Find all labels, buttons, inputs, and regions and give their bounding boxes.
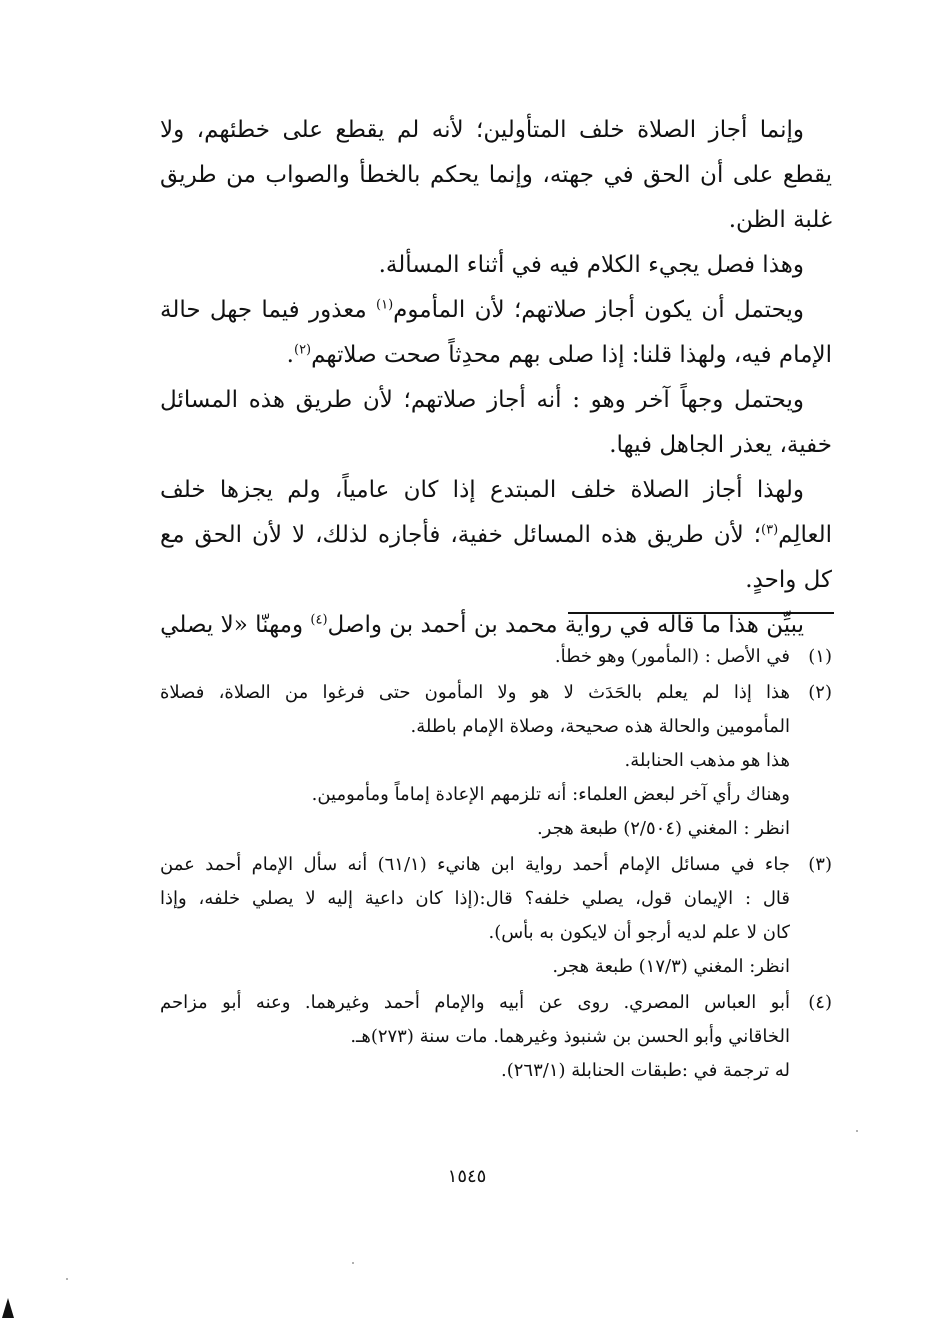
scan-corner-mark: [2, 1298, 14, 1318]
paragraph-text: ويحتمل وجهاً آخر وهو : أنه أجاز صلاتهم؛ لأن طريق هذه المسائل خفية، يعذر الجاهل فيها.: [160, 387, 832, 458]
paragraph-text: ويحتمل أن يكون أجاز صلاتهم؛ لأن المأموم: [393, 297, 804, 323]
footnote-number: (١): [808, 646, 832, 667]
footnote-line: أبو العباس المصري. روى عن أبيه والإمام أحمد وغيرهما. وعنه أبو مزاحم: [160, 992, 790, 1013]
footnote-line: هذا هو مذهب الحنابلة.: [624, 750, 790, 771]
footnote-reference: (٣): [761, 522, 779, 538]
paragraph-text: ؛ لأن طريق هذه المسائل خفية، فأجازه لذلك، لا لأن الحق مع كل واحدٍ.: [160, 522, 832, 593]
paragraph-text: وإنما أجاز الصلاة خلف المتأولين؛ لأنه لم يقطع على خطئهم، ولا يقطع على أن الحق في جهته، وإنما يحكم بالخطأ والصواب من طريق غلبة الظن.: [160, 117, 832, 233]
footnote-body: [160, 640, 790, 674]
footnote-reference: (٢): [293, 342, 312, 358]
main-text-body: [160, 108, 832, 648]
footnote-number: (٤): [808, 992, 832, 1013]
scan-speck: [352, 1262, 354, 1264]
footnote-line: المأمومين والحالة هذه صحيحة، وصلاة الإمام باطلة.: [410, 716, 790, 737]
footnote-item: [160, 848, 832, 984]
paragraph-text: .: [286, 342, 294, 368]
paragraph-text: ولهذا أجاز الصلاة خلف المبتدع إذا كان عامياً، ولم يجزها خلف العالِم: [160, 477, 832, 548]
footnote-line: الخاقاني وأبو الحسن بن شنبوذ وغيرهما. مات سنة (٢٧٣)هـ.: [350, 1026, 790, 1047]
footnote-body: [160, 676, 790, 846]
footnote-reference: (٤): [310, 612, 328, 628]
paragraph-text: يبيِّن هذا ما قاله في رواية محمد بن أحمد بن واصل: [327, 612, 804, 638]
paragraph-text: وهذا فصل يجيء الكلام فيه في أثناء المسألة.: [378, 252, 804, 278]
footnote-number: (٢): [808, 682, 832, 703]
footnote-body: [160, 986, 790, 1088]
footnotes-section: [160, 640, 832, 1090]
footnote-line: وهناك رأي آخر لبعض العلماء: أنه تلزمهم الإعادة إماماً ومأمومين.: [311, 784, 790, 805]
footnote-body: [160, 848, 790, 984]
scan-speck: [856, 1130, 858, 1132]
footnote-reference: (١): [376, 297, 394, 313]
paragraph-text: ومهنّا «لا يصلي: [160, 612, 311, 638]
footnote-item: [160, 676, 832, 846]
paragraph: [160, 378, 832, 468]
footnote-item: [160, 640, 832, 674]
footnote-number: (٣): [808, 854, 832, 875]
footnote-line: كان لا علم لديه أرجو أن لايكون به بأس).: [488, 922, 790, 943]
paragraph: [160, 468, 832, 603]
paragraph: [160, 288, 832, 378]
page-number: ١٥٤٥: [447, 1166, 487, 1187]
footnote-line: له ترجمة في :طبقات الحنابلة (٢٦٣/١).: [501, 1060, 790, 1081]
scan-speck: [66, 1278, 68, 1280]
footnote-line: قال : الإيمان قول، يصلي خلفه؟ قال:(إذا كان داعية إليه لا يصلي خلفه، وإذا: [160, 888, 790, 909]
footnote-line: هذا إذا لم يعلم بالحَدَث لا هو ولا المأمون حتى فرغوا من الصلاة، فصلاة: [160, 682, 790, 703]
footnote-line: انظر: المغني (١٧/٣) طبعة هجر.: [552, 956, 790, 977]
footnote-line: جاء في مسائل الإمام أحمد رواية ابن هانيء (٦١/١) أنه سأل الإمام أحمد عمن: [160, 854, 790, 875]
footnote-line: انظر : المغني (٢/٥٠٤) طبعة هجر.: [536, 818, 790, 839]
footnote-separator-rule: [568, 612, 834, 614]
paragraph-text: معذور فيما جهل حالة الإمام فيه، ولهذا قلنا: إذا صلى بهم محدِثاً صحت صلاتهم: [160, 297, 832, 368]
footnote-line: في الأصل : (المأمور) وهو خطأ.: [554, 646, 790, 667]
paragraph: [160, 108, 832, 243]
paragraph: [160, 243, 832, 288]
footnote-item: [160, 986, 832, 1088]
